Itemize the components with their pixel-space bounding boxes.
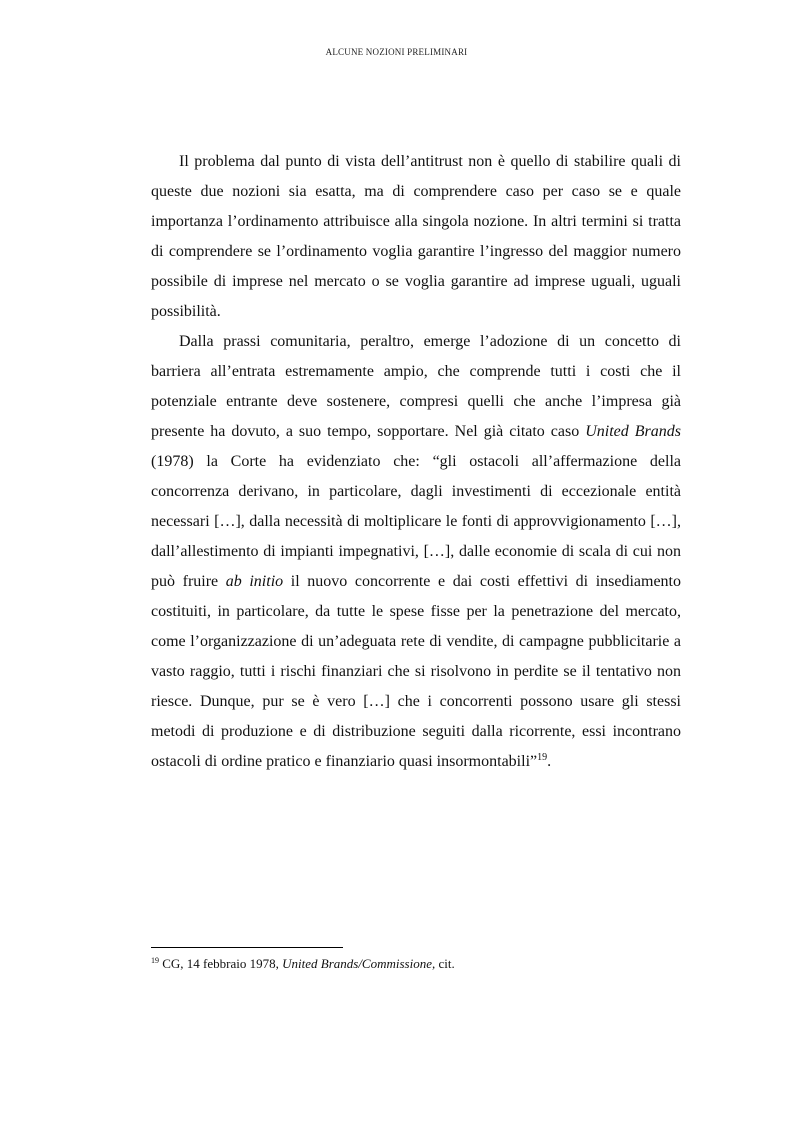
case-name-united-brands: United Brands	[585, 423, 681, 440]
paragraph-2-end: .	[547, 753, 552, 770]
footnote-reference-19[interactable]: 19	[537, 752, 548, 763]
paragraph-2-part-2: (1978) la Corte ha evidenziato che: “gli ostacoli all’affermazione della concorrenza derivano, in particolare, dagli investimenti di eccezionale entità necessari […], dalla necessità di moltiplicare le fonti di approvvigionamento […], dall’allestimento di impianti impegnativi, […], dalle economie di scala di cui non può fruire	[151, 453, 681, 590]
paragraph-2-part-1: Dalla prassi comunitaria, peraltro, emerge l’adozione di un concetto di barriera all’entrata estremamente ampio, che comprende tutti i costi che il potenziale entrante deve sostenere, compresi quelli che anche l’impresa già presente ha dovuto, a suo tempo, sopportare. Nel già citato caso	[151, 333, 681, 440]
main-text	[151, 147, 681, 777]
footnote-separator	[151, 947, 343, 948]
footnote-prefix: CG, 14 febbraio 1978,	[159, 956, 283, 971]
footnote-case-title: United Brands/Commissione,	[282, 956, 436, 971]
latin-phrase-ab-initio: ab initio	[225, 573, 284, 590]
footnote-number: 19	[151, 956, 159, 965]
footnote-19	[151, 955, 681, 973]
paragraph-1: Il problema dal punto di vista dell’antitrust non è quello di stabilire quali di queste due nozioni sia esatta, ma di comprendere caso per caso se e quale importanza l’ordinamento attribuisce alla singola nozione. In altri termini si tratta di comprendere se l’ordinamento voglia garantire l’ingresso del maggior numero possibile di imprese nel mercato o se voglia garantire ad imprese uguali, uguali possibilità.	[151, 153, 681, 320]
running-header: ALCUNE NOZIONI PRELIMINARI	[325, 47, 468, 57]
paragraph-2-part-3: il nuovo concorrente e dai costi effettivi di insediamento costituiti, in particolare, da tutte le spese fisse per la penetrazione del mercato, come l’organizzazione di un’adeguata rete di vendite, di campagne pubblicitarie a vasto raggio, tutti i rischi finanziari che si risolvono in perdite se il tentativo non riesce. Dunque, pur se è vero […] che i concorrenti possono usare gli stessi metodi di produzione e di distribuzione seguiti dalla ricorrente, essi incontrano ostacoli di ordine pratico e finanziario quasi insormontabili”	[151, 573, 681, 770]
paragraph-2	[151, 327, 681, 777]
footnote-suffix: cit.	[435, 956, 455, 971]
